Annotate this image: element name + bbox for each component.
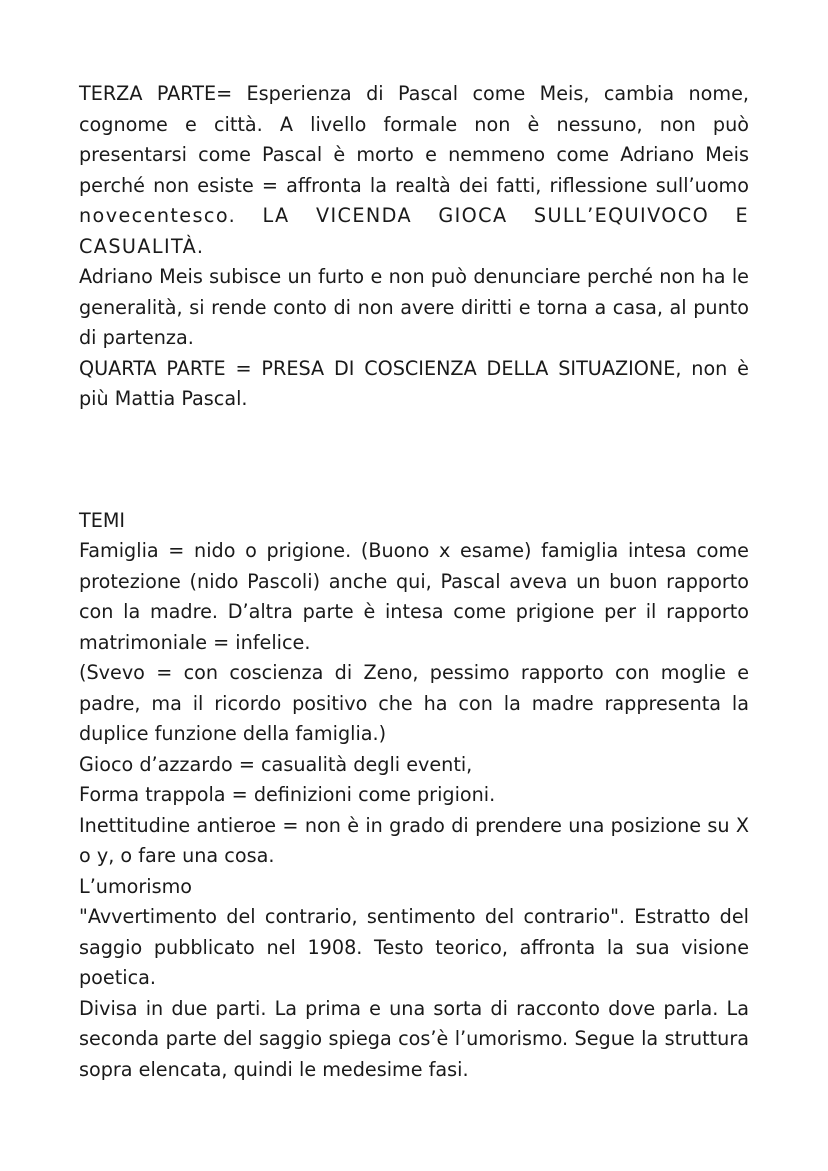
umorismo-title: L’umorismo xyxy=(79,874,193,898)
document-page xyxy=(79,79,749,1085)
section-gap xyxy=(79,415,749,506)
temi-heading: TEMI xyxy=(79,508,126,532)
quarta-parte-paragraph: QUARTA PARTE = PRESA DI COSCIENZA DELLA SITUAZIONE, non è più Mattia Pascal. xyxy=(79,356,749,410)
svevo-paragraph: (Svevo = con coscienza di Zeno, pessimo rapporto con moglie e padre, ma il ricordo positivo che ha con la madre rappresenta la duplice funzione della famiglia.) xyxy=(79,661,749,745)
famiglia-paragraph: Famiglia = nido o prigione. (Buono x esame) famiglia intesa come protezione (nido Pascoli) anche qui, Pascal aveva un buon rapporto con la madre. D’altra parte è intesa come prigione per il rapporto matrimoniale = infelice. xyxy=(79,539,749,654)
umorismo-paragraph: "Avvertimento del contrario, sentimento del contrario". Estratto del saggio pubblicato nel 1908. Testo teorico, affronta la sua visione poetica. xyxy=(79,905,749,989)
terza-parte-paragraph xyxy=(79,79,749,262)
gioco-line: Gioco d’azzardo = casualità degli eventi, xyxy=(79,752,473,776)
forma-line: Forma trappola = definizioni come prigioni. xyxy=(79,783,496,806)
divisa-paragraph: Divisa in due parti. La prima e una sorta di racconto dove parla. La seconda parte del saggio spiega cos’è l’umorismo. Segue la struttura sopra elencata, quindi le medesime fasi. xyxy=(79,996,749,1081)
inettitudine-paragraph: Inettitudine antieroe = non è in grado di prendere una posizione su X o y, o fare una cosa. xyxy=(79,813,749,867)
terza-parte-text: TERZA PARTE= Esperienza di Pascal come Meis, cambia nome, cognome e città. A livello formale non è nessuno, non può presentarsi come Pascal è morto e nemmeno come Adriano Meis perché non esiste = affronta la realtà dei fatti, riflessione sull’uomo xyxy=(79,82,749,197)
furto-paragraph: Adriano Meis subisce un furto e non può denunciare perché non ha le generalità, si rende conto di non avere diritti e torna a casa, al punto di partenza. xyxy=(79,265,749,349)
terza-parte-emphasis: novecentesco. LA VICENDA GIOCA SULL’EQUIVOCO E CASUALITÀ. xyxy=(79,204,749,258)
